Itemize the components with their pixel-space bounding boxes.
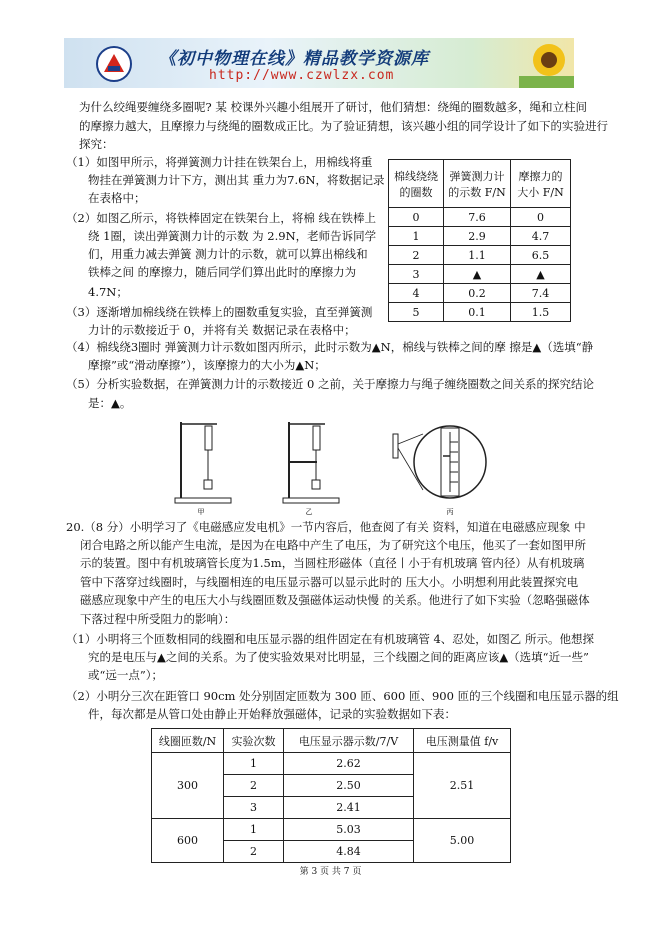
step-line: 们，用重力减去弹簧 测力计的示数，就可以算出棉线和	[88, 247, 368, 261]
table-row: 4 0.2 7.4	[389, 284, 571, 303]
table-row: 3 2.41	[152, 797, 511, 819]
q19-intro-line: 为什么绞绳要缠绕多圈呢? 某 校课外兴趣小组展开了研讨，他们猜想：绕绳的圈数越多，绳和立柱间	[79, 100, 587, 114]
header-banner	[64, 38, 574, 88]
table-header: 实验次数	[224, 729, 284, 753]
step-line: 摩擦”或“滑动摩擦”），该摩擦力的大小为▲N；	[88, 358, 326, 372]
table-header: 弹簧测力计 的示数 F/N	[444, 160, 511, 208]
figure-label-jia: 甲	[197, 508, 205, 516]
q20-line: 管中下落穿过线圈时，与线圈相连的电压显示器可以显示此时的 压大小。小明想利用此装置探究电	[80, 575, 579, 589]
table-row: 2 4.84	[152, 841, 511, 863]
table-row: 0 7.6 0	[389, 208, 571, 227]
banner-url: http://www.czwlzx.com	[209, 68, 395, 83]
figure-yi	[283, 422, 339, 503]
table-header: 棉线绕绕 的圈数	[389, 160, 444, 208]
table-row: 5 0.1 1.5	[389, 303, 571, 322]
step-line: 是：▲。	[88, 396, 132, 410]
logo-icon	[94, 44, 134, 84]
step-line: 力计的示数接近于 0，并将有关 数据记录在表格中；	[88, 323, 356, 337]
step-line: 在表格中；	[88, 191, 146, 205]
apparatus-figures	[165, 412, 495, 517]
step-line: （4）棉线绕3圈时 弹簧测力计示数如图丙所示，此时示数为▲N，棉线与铁棒之间的摩 擦是▲（选填“静	[66, 340, 594, 354]
q20-sub2-line: （2）小明分三次在距管口 90cm 处分别固定匝数为 300 匝、600 匝、900 匝的三个线圈和电压显示器的组	[66, 689, 619, 703]
q20-sub2-line: 件，每次都是从管口处由静止开始释放强磁体，记录的实验数据如下表：	[88, 707, 456, 721]
q20-subquestions	[66, 632, 636, 722]
table-row: 2 1.1 6.5	[389, 246, 571, 265]
table-row: 1 2.9 4.7	[389, 227, 571, 246]
table-header: 线圈匝数/N	[152, 729, 224, 753]
q20-data-table	[151, 728, 511, 863]
table-header: 电压显示器示数/7/V	[284, 729, 414, 753]
q20-sub1-line: 或“远一点”）；	[88, 668, 164, 682]
step-line: 绕 1圈，读出弹簧测力计的示数 为 2.9N，老师告诉同学	[88, 229, 377, 243]
step-line: 铁棒之间 的摩擦力，随后同学们算出此时的摩擦力为	[88, 265, 357, 279]
q20-line: 磁感应现象中产生的电压大小与线圈匝数及强磁体运动快慢 的关系。他进行了如下实验（忽略强磁体	[80, 593, 590, 607]
table-header: 电压测量值 f/v	[414, 729, 511, 753]
table-row: 300 1 2.62 2.51	[152, 753, 511, 775]
q19-intro-line: 探究：	[79, 137, 114, 151]
step-line: （1）如图甲所示，将弹簧测力计挂在铁架台上，用棉线将重	[66, 155, 373, 169]
q19-data-table	[388, 159, 571, 322]
figure-label-yi: 乙	[305, 508, 313, 516]
q20-line: 20.（8 分）小明学习了《电磁感应发电机》一节内容后，他查阅了有关 资料，知道在电磁感应现象 中	[66, 520, 586, 534]
step-line: （2）如图乙所示，将铁棒固定在铁架台上，将棉 线在铁棒上	[66, 211, 376, 225]
page-footer: 第 3 页 共 7 页	[299, 867, 362, 877]
figure-bing	[393, 426, 486, 498]
figure-label-bing: 丙	[446, 508, 454, 516]
step-line: （5）分析实验数据，在弹簧测力计的示数接近 0 之前，关于摩擦力与绳子缠绕圈数之间关系的探究结论	[66, 377, 594, 391]
q20-line: 闭合电路之所以能产生电流，是因为在电路中产生了电压，为了研究这个电压，他买了一套如图甲所	[80, 538, 586, 552]
q19-intro	[79, 100, 609, 150]
q20-sub1-line: （1）小明将三个匝数相同的线圈和电压显示器的组件固定在有机玻璃管 4、忍处，如图乙 所示。他想探	[66, 632, 594, 646]
table-row: 2 2.50	[152, 775, 511, 797]
q19-intro-line: 的摩擦力越大，且摩擦力与绕绳的圈数成正比。为了验证猜想，该兴趣小组的同学设计了如下的实验进行	[79, 119, 608, 133]
banner-title: 《初中物理在线》精品教学资源库	[159, 49, 429, 69]
q20-line: 示的装置。图中有机玻璃管长度为1.5m，当圆柱形磁体（直径丨小于有机玻璃 管内径）从有机玻璃	[80, 556, 585, 570]
q19-steps-lower	[66, 340, 626, 410]
q20-intro	[66, 520, 636, 630]
q19-steps	[66, 155, 396, 345]
q20-sub1-line: 究的是电压与▲之间的关系。为了使实验效果对比明显，三个线圈之间的距离应该▲（选填“近一些”	[88, 650, 589, 664]
step-line: 4.7N；	[88, 285, 128, 299]
sunflower-icon	[519, 38, 574, 88]
table-row: 600 1 5.03 5.00	[152, 819, 511, 841]
step-line: 物挂在弹簧测力计下方，测出其 重力为7.6N，将数据记录	[88, 173, 385, 187]
table-header: 摩擦力的 大小 F/N	[511, 160, 571, 208]
table-row: 3 ▲ ▲	[389, 265, 571, 284]
figure-jia	[175, 422, 231, 503]
step-line: （3）逐渐增加棉线绕在铁棒上的圈数重复实验，直至弹簧测	[66, 305, 373, 319]
q20-line: 下落过程中所受阻力的影响）：	[80, 612, 236, 626]
